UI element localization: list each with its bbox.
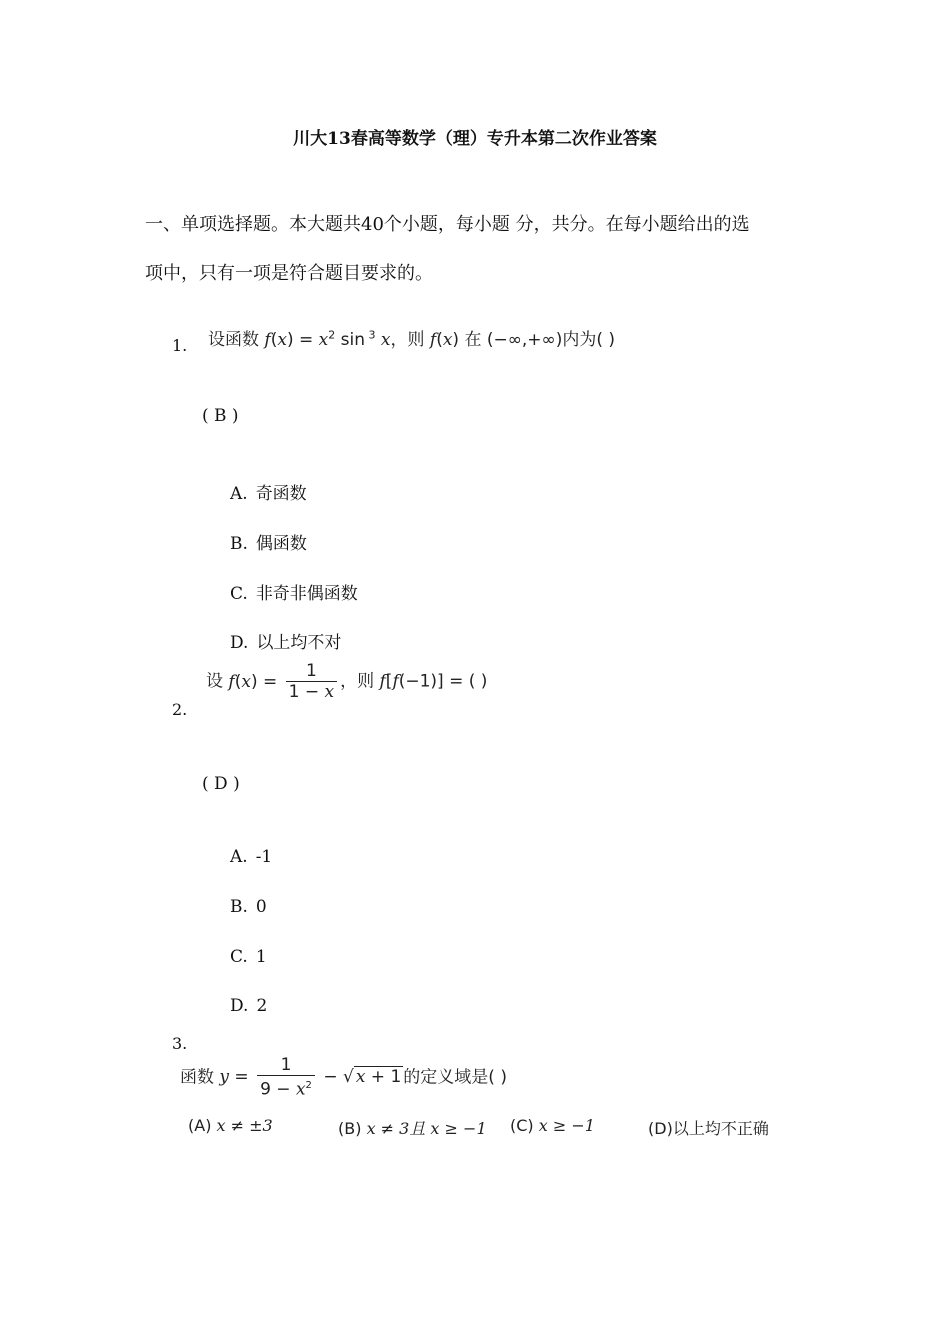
option-label: D. bbox=[230, 633, 249, 653]
option-label: C. bbox=[230, 947, 248, 967]
option-label: D. bbox=[230, 996, 249, 1016]
choice-label: (A) bbox=[188, 1116, 212, 1135]
option-label: A. bbox=[230, 484, 248, 504]
q3-stem-prefix: 函数 bbox=[180, 1067, 214, 1088]
question-2-stem bbox=[206, 662, 487, 701]
q3-stem-suffix: 的定义域是( ) bbox=[403, 1067, 507, 1088]
option-label: A. bbox=[230, 847, 248, 867]
choice-text: 以上均不正确 bbox=[672, 1119, 769, 1138]
choice-text: x ≠ 3且 x ≥ −1 bbox=[366, 1119, 487, 1138]
q1-stem-prefix: 设函数 bbox=[208, 330, 259, 350]
q2-formula-2: f[f(−1)] bbox=[379, 671, 450, 692]
choice-label: (B) bbox=[338, 1119, 362, 1138]
option-text: 非奇非偶函数 bbox=[255, 584, 358, 604]
q1-stem-suffix: 内为( ) bbox=[562, 330, 616, 350]
option-text: 以上均不对 bbox=[256, 633, 342, 653]
choice-label: (C) bbox=[510, 1116, 534, 1135]
q1-formula: $f(x) = x^2$ sin $^3$ x bbox=[264, 328, 391, 350]
choice-text: x ≥ −1 bbox=[538, 1116, 595, 1135]
q1-option-b bbox=[230, 529, 307, 554]
q1-option-d bbox=[230, 628, 341, 653]
q3-formula: y = $\frac{1}{9 - x^2}$ − √ x + 1 bbox=[219, 1055, 402, 1100]
section-heading-line-2: 项中，只有一项是符合题目要求的。 bbox=[145, 263, 433, 284]
q3-choice-a bbox=[188, 1116, 273, 1135]
q2-option-a bbox=[230, 847, 272, 867]
option-label: B. bbox=[230, 897, 248, 917]
q2-stem-suffix: = ( ) bbox=[449, 671, 488, 692]
q2-option-b bbox=[230, 897, 267, 917]
q2-stem-prefix: 设 bbox=[206, 671, 223, 692]
question-1-answer: ( B ) bbox=[202, 406, 239, 426]
question-2-number: 2. bbox=[172, 700, 188, 719]
question-1-number: 1. bbox=[172, 336, 188, 355]
q3-choice-b bbox=[338, 1116, 487, 1139]
option-text: 0 bbox=[255, 897, 267, 917]
option-text: 1 bbox=[255, 947, 267, 967]
option-label: C. bbox=[230, 584, 248, 604]
q3-choice-c bbox=[510, 1116, 595, 1135]
q1-stem-mid: ，则 bbox=[390, 330, 425, 350]
q1-formula-2: f(x) 在 (−∞,+∞) bbox=[429, 330, 563, 350]
option-text: 2 bbox=[256, 996, 268, 1016]
document-title: 川大13春高等数学（理）专升本第二次作业答案 bbox=[293, 129, 657, 149]
q3-choice-d bbox=[648, 1116, 769, 1139]
q2-option-c bbox=[230, 947, 267, 967]
q2-option-d bbox=[230, 996, 267, 1016]
q1-option-c bbox=[230, 579, 358, 604]
question-2-answer: ( D ) bbox=[202, 774, 240, 794]
question-3-number: 3. bbox=[172, 1034, 188, 1053]
question-3-stem bbox=[180, 1056, 507, 1099]
question-1-stem bbox=[208, 325, 615, 350]
choice-label: (D) bbox=[648, 1119, 673, 1138]
q2-stem-mid: ，则 bbox=[340, 671, 375, 692]
option-label: B. bbox=[230, 534, 248, 554]
q2-formula: f(x) = $\frac{1}{1 - x}$ bbox=[228, 672, 340, 692]
q1-option-a bbox=[230, 479, 307, 504]
section-heading-line-1: 一、单项选择题。本大题共40个小题，每小题 分，共分。在每小题给出的选 bbox=[145, 214, 750, 235]
option-text: 偶函数 bbox=[255, 534, 307, 554]
option-text: -1 bbox=[255, 847, 273, 867]
choice-text: x ≠ ±3 bbox=[216, 1116, 273, 1135]
option-text: 奇函数 bbox=[255, 484, 307, 504]
